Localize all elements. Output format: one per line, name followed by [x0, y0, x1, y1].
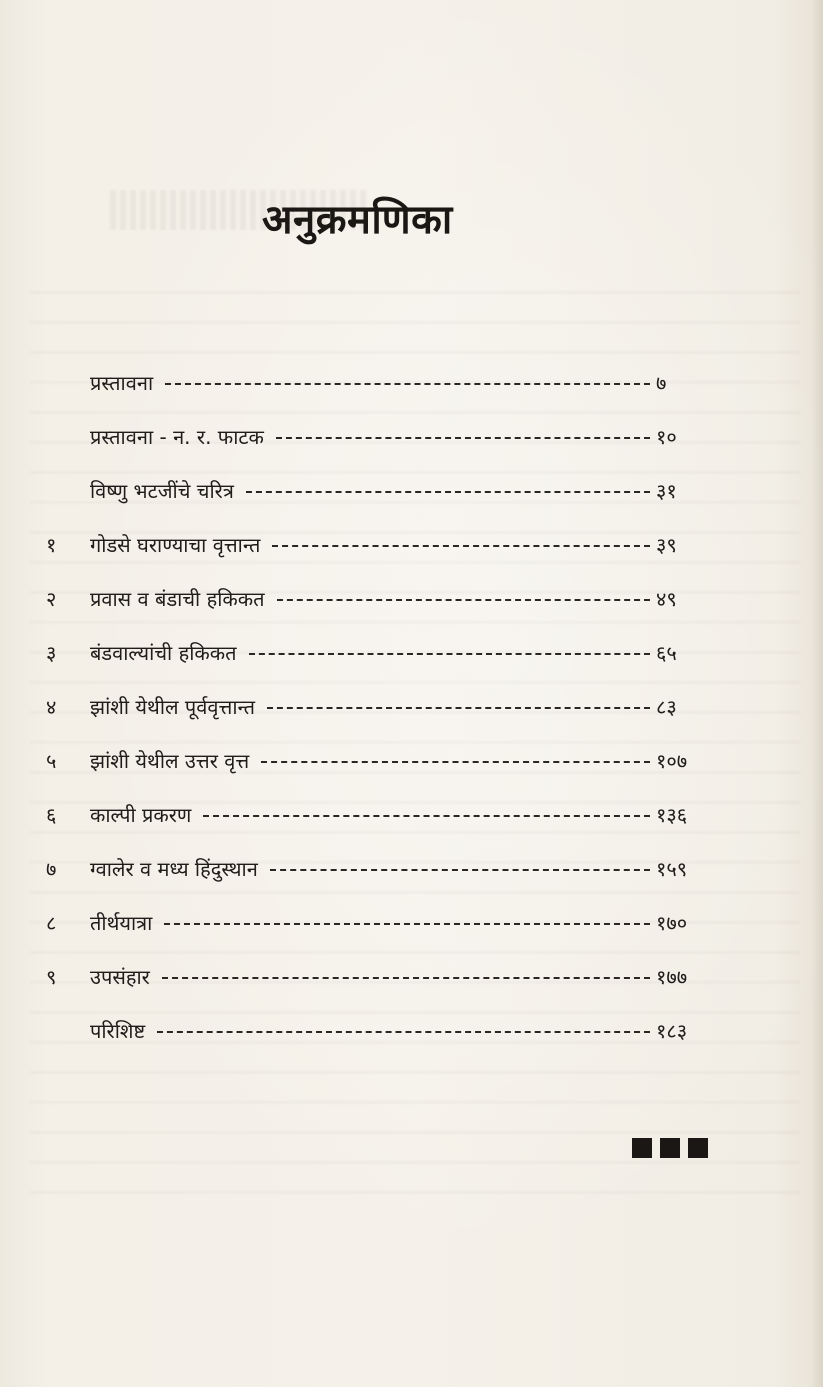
toc-dash-leader: [270, 869, 650, 871]
toc-chapter-number: ५: [46, 748, 57, 773]
toc-entry-title: गोडसे घराण्याचा वृत्तान्त: [90, 532, 261, 557]
toc-row: [40, 949, 700, 1003]
toc-row: [40, 841, 700, 895]
toc-chapter-number: ८: [46, 910, 57, 935]
toc-chapter-number: २: [46, 586, 57, 611]
toc-entry-title: प्रस्तावना: [90, 370, 154, 395]
toc-entry-title: काल्पी प्रकरण: [90, 802, 192, 827]
toc-row: [40, 679, 700, 733]
toc-page-number: १८३: [656, 1018, 688, 1043]
toc-dash-leader: [162, 977, 650, 979]
toc-dash-leader: [165, 383, 650, 385]
toc-entry-title: ग्वालेर व मध्य हिंदुस्थान: [90, 856, 258, 881]
end-square-mark: [688, 1138, 708, 1158]
toc-row: [40, 355, 700, 409]
end-square-mark: [632, 1138, 652, 1158]
toc-row: [40, 517, 700, 571]
toc-row: [40, 787, 700, 841]
toc-entry-title: झांशी येथील पूर्ववृत्तान्त: [90, 694, 256, 719]
toc-dash-leader: [164, 923, 650, 925]
toc-dash-leader: [276, 437, 650, 439]
toc-entry-title: परिशिष्ट: [90, 1018, 146, 1043]
table-of-contents: [40, 355, 700, 1057]
toc-chapter-number: ९: [46, 964, 57, 989]
toc-page-number: १०: [656, 424, 677, 449]
toc-row: [40, 733, 700, 787]
toc-dash-leader: [277, 599, 651, 601]
page-title: अनुक्रमणिका: [262, 197, 453, 243]
toc-row: [40, 571, 700, 625]
toc-entry-title: झांशी येथील उत्तर वृत्त: [90, 748, 250, 773]
toc-page-number: १७७: [656, 964, 688, 989]
end-square-mark: [660, 1138, 680, 1158]
toc-page-number: ७: [656, 370, 667, 395]
toc-page-number: १५९: [656, 856, 688, 881]
toc-dash-leader: [203, 815, 650, 817]
toc-page-number: १३६: [656, 802, 688, 827]
toc-page-number: ४९: [656, 586, 677, 611]
toc-chapter-number: ३: [46, 640, 57, 665]
toc-entry-title: तीर्थयात्रा: [90, 910, 153, 935]
toc-dash-leader: [246, 491, 650, 493]
toc-page-number: १७०: [656, 910, 688, 935]
toc-page-number: ३१: [656, 478, 677, 503]
toc-entry-title: बंडवाल्यांची हकिकत: [90, 640, 237, 665]
toc-page-number: ६५: [656, 640, 677, 665]
toc-chapter-number: ६: [46, 802, 57, 827]
toc-chapter-number: ७: [46, 856, 57, 881]
toc-dash-leader: [249, 653, 651, 655]
page-edge-shadow: [811, 0, 823, 1387]
toc-dash-leader: [157, 1031, 650, 1033]
toc-row: [40, 625, 700, 679]
toc-entry-title: विष्णु भटजींचे चरित्र: [90, 478, 234, 503]
end-ornament: [632, 1138, 708, 1158]
toc-page-number: १०७: [656, 748, 688, 773]
toc-row: [40, 1003, 700, 1057]
toc-dash-leader: [272, 545, 650, 547]
toc-entry-title: उपसंहार: [90, 964, 150, 989]
toc-page-number: ८३: [656, 694, 677, 719]
toc-row: [40, 409, 700, 463]
toc-entry-title: प्रस्तावना - न. र. फाटक: [90, 424, 264, 449]
toc-chapter-number: १: [46, 532, 57, 557]
toc-entry-title: प्रवास व बंडाची हकिकत: [90, 586, 265, 611]
toc-row: [40, 463, 700, 517]
toc-page-number: ३९: [656, 532, 677, 557]
toc-dash-leader: [261, 761, 650, 763]
toc-row: [40, 895, 700, 949]
toc-chapter-number: ४: [46, 694, 57, 719]
toc-dash-leader: [267, 707, 650, 709]
